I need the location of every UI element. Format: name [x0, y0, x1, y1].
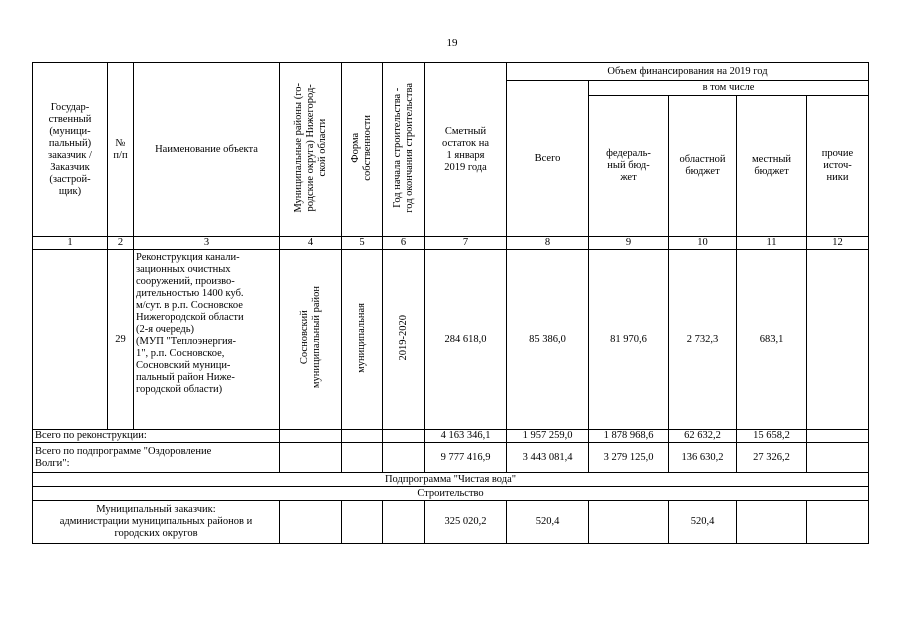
column-number: 6	[383, 237, 425, 250]
municipal-customer-total: 520,4	[507, 501, 589, 544]
total-subprogram-local: 27 326,2	[737, 443, 807, 473]
column-number: 11	[737, 237, 807, 250]
column-numbers-row	[33, 237, 869, 250]
empty-cell	[342, 443, 383, 473]
cell-regional: 2 732,3	[669, 250, 737, 430]
column-number: 7	[425, 237, 507, 250]
page-number: 19	[446, 37, 458, 49]
empty-cell	[342, 430, 383, 443]
total-reconstruction-label: Всего по реконструкции:	[33, 430, 280, 443]
header-years-cell	[383, 63, 425, 237]
cell-object-name: Реконструкция канали- зационных очистных сооружений, произво- дительностью 1400 куб. м/сут. в р.п. Сосновское Нижегородской области (2-я очередь) (МУП "Теплоэнергия- 1", р.п. Сосновское, Сосновский муници- пальный район Ниже- городской области)	[134, 250, 280, 430]
column-number: 8	[507, 237, 589, 250]
header-ownership: Форма собственности	[350, 114, 373, 181]
column-number: 3	[134, 237, 280, 250]
subprogram-title: Подпрограмма "Чистая вода"	[33, 473, 869, 487]
section-title-row	[33, 487, 869, 501]
empty-cell	[807, 430, 869, 443]
empty-cell	[383, 443, 425, 473]
total-subprogram-label: Всего по подпрограмме "Оздоровление Волги":	[33, 443, 280, 473]
municipal-customer-label: Муниципальный заказчик: администрации муниципальных районов и городских округов	[33, 501, 280, 544]
total-reconstruction-federal: 1 878 968,6	[589, 430, 669, 443]
header-including: в том числе	[589, 81, 869, 96]
cell-federal: 81 970,6	[589, 250, 669, 430]
header-other: прочие источ- ники	[807, 96, 869, 237]
cell-num: 29	[108, 250, 134, 430]
total-subprogram-row	[33, 443, 869, 473]
header-customer: Государ- ственный (муници- пальный) заказчик / Заказчик (застрой- щик)	[33, 63, 108, 237]
cell-years: 2019-2020	[397, 314, 409, 361]
municipal-customer-row	[33, 501, 869, 544]
subprogram-title-row	[33, 473, 869, 487]
header-object-name: Наименование объекта	[134, 63, 280, 237]
cell-total: 85 386,0	[507, 250, 589, 430]
cell-estimate: 284 618,0	[425, 250, 507, 430]
total-reconstruction-local: 15 658,2	[737, 430, 807, 443]
column-number: 12	[807, 237, 869, 250]
cell-ownership: муниципальная	[356, 302, 367, 373]
total-reconstruction-total: 1 957 259,0	[507, 430, 589, 443]
total-subprogram-federal: 3 279 125,0	[589, 443, 669, 473]
financing-table	[32, 62, 869, 544]
header-ownership-cell	[342, 63, 383, 237]
cell-years-cell	[383, 250, 425, 430]
empty-cell	[807, 501, 869, 544]
column-number: 2	[108, 237, 134, 250]
column-number: 1	[33, 237, 108, 250]
header-years: Год начала строительства - год окончания строительства	[391, 82, 415, 213]
header-estimate: Сметный остаток на 1 января 2019 года	[425, 63, 507, 237]
total-subprogram-total: 3 443 081,4	[507, 443, 589, 473]
header-num: № п/п	[108, 63, 134, 237]
empty-cell	[280, 443, 342, 473]
municipal-customer-federal	[589, 501, 669, 544]
column-number: 4	[280, 237, 342, 250]
cell-district-cell	[280, 250, 342, 430]
empty-cell	[807, 443, 869, 473]
header-total: Всего	[507, 81, 589, 237]
municipal-customer-regional: 520,4	[669, 501, 737, 544]
cell-customer	[33, 250, 108, 430]
empty-cell	[383, 501, 425, 544]
cell-local: 683,1	[737, 250, 807, 430]
total-reconstruction-regional: 62 632,2	[669, 430, 737, 443]
empty-cell	[280, 430, 342, 443]
column-number: 10	[669, 237, 737, 250]
total-reconstruction-estimate: 4 163 346,1	[425, 430, 507, 443]
header-districts: Муниципальные районы (го- родские округа) Нижегород- ской области	[292, 82, 328, 213]
empty-cell	[280, 501, 342, 544]
cell-ownership-cell	[342, 250, 383, 430]
municipal-customer-estimate: 325 020,2	[425, 501, 507, 544]
header-districts-cell	[280, 63, 342, 237]
header-regional: областной бюджет	[669, 96, 737, 237]
cell-district: Сосновский муниципальный район	[298, 286, 322, 389]
empty-cell	[342, 501, 383, 544]
total-reconstruction-row	[33, 430, 869, 443]
header-funding: Объем финансирования на 2019 год	[507, 63, 869, 81]
cell-other	[807, 250, 869, 430]
header-local: местный бюджет	[737, 96, 807, 237]
municipal-customer-local	[737, 501, 807, 544]
header-federal: федераль- ный бюд- жет	[589, 96, 669, 237]
total-subprogram-estimate: 9 777 416,9	[425, 443, 507, 473]
column-number: 5	[342, 237, 383, 250]
empty-cell	[383, 430, 425, 443]
column-number: 9	[589, 237, 669, 250]
total-subprogram-regional: 136 630,2	[669, 443, 737, 473]
section-title: Строительство	[33, 487, 869, 501]
table-row	[33, 250, 869, 430]
